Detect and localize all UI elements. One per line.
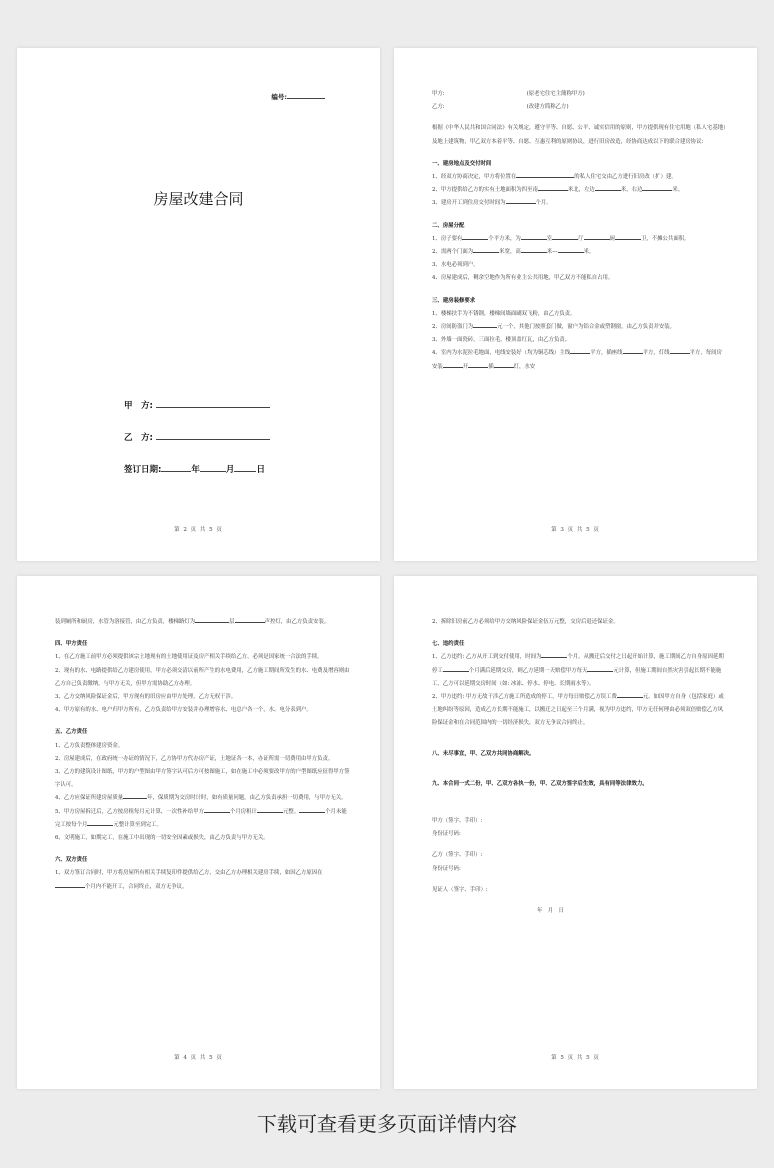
page-footer: 第 2 页 共 5 页 [174,527,223,533]
clause: 3、外墙一面瓷砖，三面拉毛，楼顶盖红瓦，由乙方负责。 [432,337,571,344]
clause: 2、甲方违约: 甲方无故干涉乙方施工所造成的停工，甲方每日赔偿乙方误工费 元。如因甲方自身（包括家庭）或土地纠纷等原因，造成乙方长期不能施工，以搬迁之日起至三个月满，视为甲方违约，甲方无任何理由必须双倍赔偿乙方风险保证金和在合同范围内的一切经济损失，双方无争议合同终止。 [432,691,727,731]
party-b-label: 乙 方: [124,433,153,443]
clause: 4、甲方原有的水、电户归甲方所有，乙方负责给甲方安装并办理增容水、电总户各一个，水、电分表到户。 [55,707,312,714]
section-5-title: 五、乙方责任 [55,729,88,736]
clause: 1、乙方违约: 乙方从开工到交付使用，时间为 个月，从搬迁后交付之日起开始计算，施工期间乙方自身原因延期停工 个月满后延期交房，则乙方延期一天赔偿甲方每天 元计算，但施工期间自然灾害引起长期不能施工，乙方可以延期交房时间（如: 冰冻、停水、停电、长期雨水等）。 [432,651,727,691]
section-8: 八、未尽事宜，甲、乙双方共同协商解决。 [432,750,535,757]
clause: 2、拆除旧房前乙方必须给甲方交纳风险保证金伍万元整，交房后退还保证金。 [432,619,619,625]
party-a-id: 身份证号码: [432,831,461,838]
party-a-label: 甲 方: [124,401,153,411]
cover-page [17,48,380,561]
party-a-row: 甲方: (原老宅住宅主簡称甲方) [432,91,585,97]
section-1-title: 一、建房地点及交付时间 [432,160,492,167]
clause: 1、经双方协商决定，甲方将位置在 的私人住宅交由乙方进行旧房改（扩）建。 [432,171,727,184]
contract-page-5 [394,576,757,1089]
clause: 4、室内为水泥拉毛地面，电线安装好（均为铜芯线）主线 平方，插座线 平方，灯线 平方，每间房安装 开 插 灯，水安 [432,347,727,373]
signing-date-line [124,462,265,475]
party-a-blank [156,398,270,408]
section-2-title: 二、房屋分配 [432,222,465,229]
page-footer: 第 4 页 共 5 页 [174,1055,223,1061]
section-6-title: 六、双方责任 [55,857,88,864]
party-a-line [124,398,270,411]
clause: 1、双方签订合同时，甲方将房屋所有相关手续复印件提供给乙方，交由乙方办理相关建房手续，如因乙方原因在个月内不能开工，合同终止，双方无争议。 [55,870,323,890]
page-footer: 第 3 页 共 5 页 [551,527,600,533]
contract-number-label: 编号: [271,93,287,101]
clause: 4、乙方应保证所建房屋质量 年，保质期为交房时计时，如有质量问题，由乙方负责承担一切费用，与甲方无关。 [55,792,350,805]
clause: 4、房屋建成后，剩余空地作为所有业主公共用地，甲乙双方不能私自占用。 [432,275,614,282]
clause: 1、房子要有 个平方米，为 室 厅 厨 卫，不摊公共面积。 [432,233,727,246]
section-4-title: 四、甲方责任 [55,641,88,648]
clause: 1、楼梯扶手为不锈钢，楼梯间墙面刷双飞粉，由乙方负责。 [432,310,576,317]
signing-date-label: 签订日期: [124,465,162,475]
clause: 3、建房开工到住房交付时间为 个月。 [432,197,727,210]
contract-number [271,92,325,101]
party-b-id: 身份证号码: [432,865,461,872]
clause: 3、乙方的建筑设计图纸，甲方的户型图由甲方签字认可后方可按图施工，如在施工中必须要改甲方的户型图纸应征得甲方签字认可。 [55,769,350,789]
signature-date: 年 月 日 [537,908,564,915]
clause: 2、房间防盗门为 元一个，其他门按照套门做，窗户为铝合金或塑钢窗，由乙方负责并安装。 [432,321,727,334]
party-b-signature: 乙方（签字、手印）: [432,852,483,859]
clause: 1、在乙方施工前甲方必须提供该宗土地现有的土地使用证及房产相关手续给乙方，必须是国家统一合法的手续。 [55,654,323,661]
page-footer: 第 5 页 共 5 页 [551,1055,600,1061]
clause: 2、甲方提供给乙方的实有土地面积为四至南 米北，左边 米，右边 米。 [432,184,727,197]
section-3-title: 三、建房装修要求 [432,297,476,304]
year-label: 年 [191,465,200,475]
download-caption: 下载可查看更多页面详情内容 [257,1112,517,1136]
clause: 装到厕所和厨房，水管为溶接管，由乙方负责，楼梯路灯为 层 声控灯，由乙方负责安装。 [55,616,350,629]
month-label: 月 [225,465,235,475]
contract-page-3 [394,48,757,561]
witness-signature: 见证人（签字、手印）: [432,886,488,893]
clause: 5、甲方房屋拆迁后，乙方按房租每月元计算，一次性补给甲方 个月房租计 元整。 个月未能完工按每个月 元整计算至到完工。 [55,806,350,832]
clause: 2、房屋建成后，在政府统一办证的情况下，乙方协甲方代办房产证，土地证各一本，办证所需一切费用由甲方负责。 [55,755,334,762]
contract-page-4 [17,576,380,1089]
clause: 1、乙方负责整体建房资金。 [55,742,124,749]
contract-title: 房屋改建合同 [153,190,244,208]
party-b-line [124,430,270,443]
party-b-row: 乙方: (改建方简称乙方) [432,104,569,111]
clause: 2、现有的水、电路提供给乙方建房使用，甲方必须交清以前所产生的水电费用，乙方施工期间所发生的水、电费及增容则由乙方自己负责缴纳，与甲方无关，但甲方需协助乙方办理。 [55,667,350,687]
clause: 3、水电必须到户。 [432,262,479,269]
contract-number-blank [287,92,325,99]
intro-paragraph: 根据《中华人民共和国合同法》有关规定，遵守平等、自愿、公平、诚实信用的原则，甲方提供现有住宅用地（私人宅基地）及地上建筑物，甲乙双方本着平等、自愿、互惠互利的原则协议，进行旧房改造，经协商达成以下的联合建房协议: [432,125,726,145]
clause: 3、乙方交纳风险保证金后，甲方现有的旧房应由甲方处理，乙方无权干涉。 [55,694,237,701]
day-label: 日 [256,465,265,475]
clause: 2、需两个门面为 米宽，高 米— 米。 [432,246,727,259]
clause: 6、文明施工，如期完工，在施工中出现的一切安全因素或损失，由乙方负责与甲方无关。 [55,835,269,842]
party-b-blank [156,430,270,440]
section-7-title: 七、违约责任 [432,641,465,648]
party-a-signature: 甲方（签字、手印）: [432,818,483,825]
section-9: 九、本合同一式二份，甲、乙双方各执一份，甲、乙双方签字后生效，具有同等法律效力。 [432,780,648,787]
